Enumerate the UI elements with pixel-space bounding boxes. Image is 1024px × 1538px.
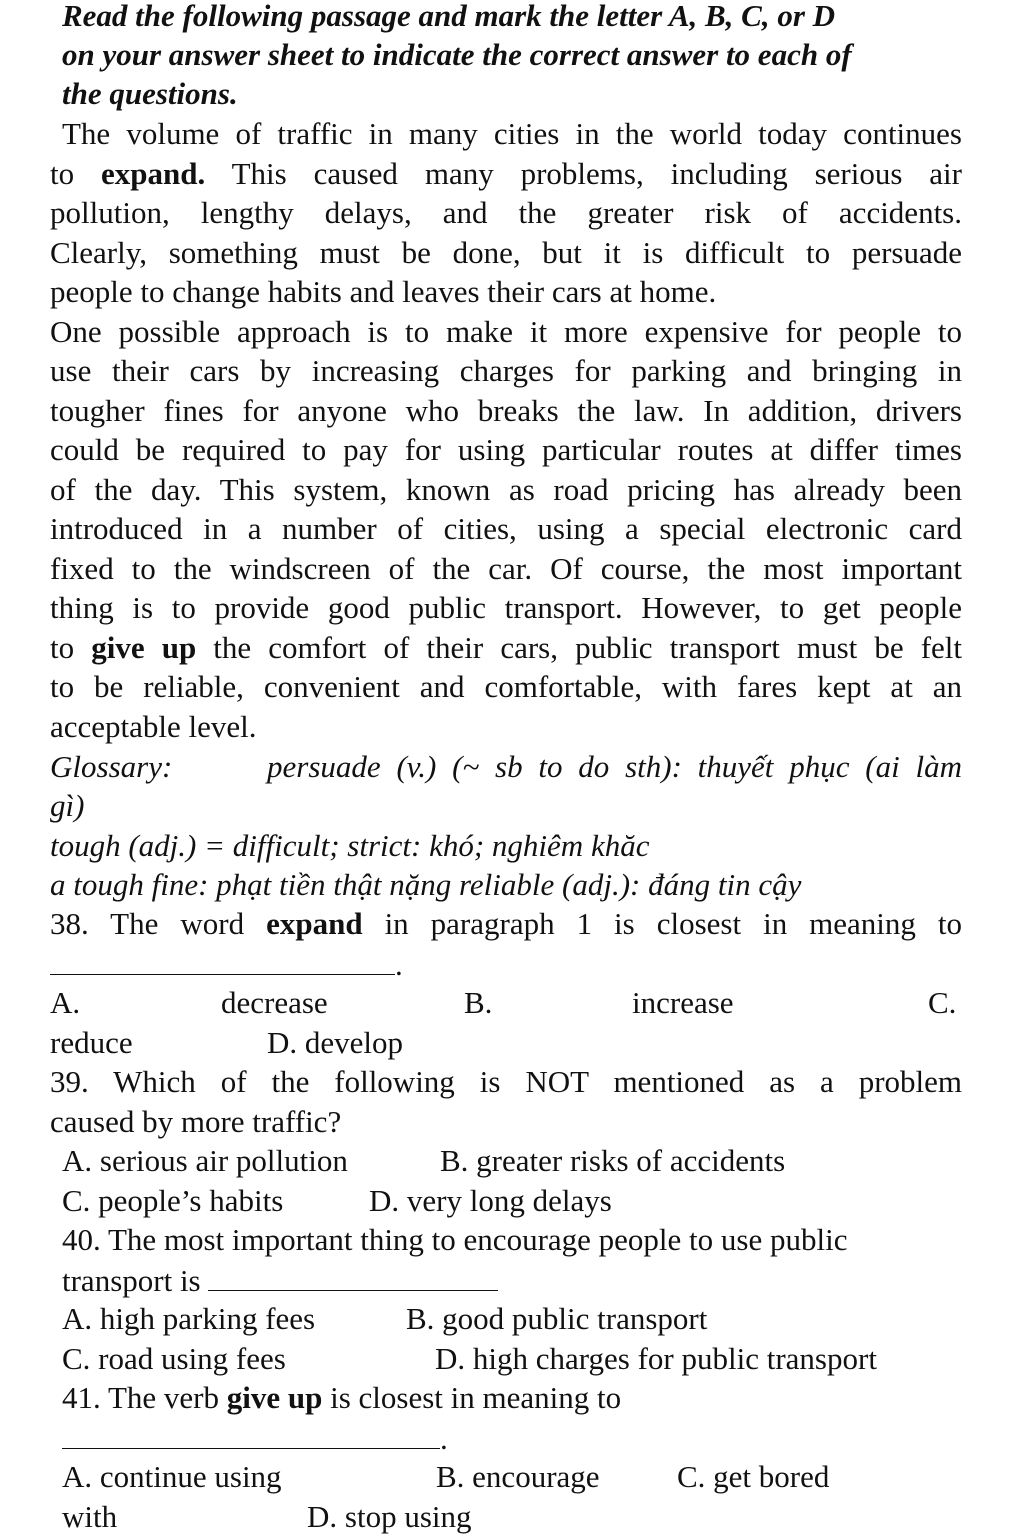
question-38-blank-line bbox=[50, 944, 962, 984]
glossary-line-4: a tough fine: phạt tiền thật nặng reliable (adj.): đáng tin cậy bbox=[50, 867, 802, 902]
question-40-stem-line-2 bbox=[62, 1260, 974, 1300]
question-41-blank-line bbox=[62, 1418, 974, 1458]
passage-p2-line-2: use their cars by increasing charges for parking and bringing in bbox=[50, 353, 962, 388]
instructions-line-3: the questions. bbox=[62, 76, 238, 111]
answer-blank[interactable] bbox=[208, 1260, 498, 1291]
passage-text: to bbox=[50, 630, 75, 665]
passage-p1-line-5: people to change habits and leaves their cars at home. bbox=[50, 274, 717, 309]
option-b[interactable]: B. greater risks of accidents bbox=[440, 1143, 786, 1178]
option-d[interactable]: D. develop bbox=[267, 1025, 404, 1060]
option-d[interactable]: D. very long delays bbox=[369, 1183, 612, 1218]
keyword-expand: expand. bbox=[101, 156, 206, 191]
passage-p2-line-6: introduced in a number of cities, using a special electronic card bbox=[50, 511, 962, 546]
option-b-label[interactable]: B. bbox=[464, 985, 493, 1020]
passage-p2-line-8: thing is to provide good public transport. However, to get people bbox=[50, 590, 962, 625]
question-41-options-row-1 bbox=[62, 1457, 974, 1497]
question-40-stem-line-1: 40. The most important thing to encourage people to use public bbox=[62, 1222, 848, 1257]
option-a[interactable]: A. continue using bbox=[62, 1459, 282, 1494]
instructions-line-2: on your answer sheet to indicate the correct answer to each of bbox=[62, 37, 852, 72]
passage-text: to bbox=[50, 156, 75, 191]
option-a-text[interactable]: decrease bbox=[221, 985, 328, 1020]
passage-p2-line-4: could be required to pay for using particular routes at differ times bbox=[50, 432, 962, 467]
passage-p2-line-7: fixed to the windscreen of the car. Of course, the most important bbox=[50, 551, 962, 586]
passage-p1-line-3: pollution, lengthy delays, and the greater risk of accidents. bbox=[50, 195, 962, 230]
passage-p1-line-4: Clearly, something must be done, but it is difficult to persuade bbox=[50, 235, 962, 270]
option-c[interactable]: C. road using fees bbox=[62, 1341, 286, 1376]
question-text: is closest in meaning to bbox=[330, 1380, 622, 1415]
blank-period: . bbox=[395, 947, 403, 982]
option-a-label[interactable]: A. bbox=[50, 985, 81, 1020]
passage-p2-line-11: acceptable level. bbox=[50, 709, 257, 744]
keyword-expand: expand bbox=[266, 906, 363, 941]
instructions-line-1: Read the following passage and mark the letter A, B, C, or D bbox=[62, 0, 836, 33]
question-41-stem bbox=[62, 1378, 974, 1418]
question-text: 38. The word bbox=[50, 906, 245, 941]
passage-p1-line-1: The volume of traffic in many cities in the world today continues bbox=[62, 116, 962, 151]
option-c[interactable]: C. get bored bbox=[677, 1459, 830, 1494]
question-39-options-row-1 bbox=[62, 1141, 974, 1181]
blank-period: . bbox=[440, 1421, 448, 1456]
option-b[interactable]: B. good public transport bbox=[406, 1301, 708, 1336]
question-38-options-row-2 bbox=[50, 1023, 962, 1063]
question-39-stem-line-1: 39. Which of the following is NOT mentioned as a problem bbox=[50, 1064, 962, 1099]
option-a[interactable]: A. high parking fees bbox=[62, 1301, 316, 1336]
glossary-line-2: gì) bbox=[50, 788, 85, 823]
passage-text: This caused many problems, including serious air bbox=[231, 156, 962, 191]
question-39-stem-line-2: caused by more traffic? bbox=[50, 1104, 342, 1139]
passage-p2-line-3: tougher fines for anyone who breaks the law. In addition, drivers bbox=[50, 393, 962, 428]
glossary-line-3: tough (adj.) = difficult; strict: khó; nghiêm khăc bbox=[50, 828, 650, 863]
passage-p2-line-1: One possible approach is to make it more expensive for people to bbox=[50, 314, 962, 349]
option-c-label[interactable]: C. bbox=[928, 985, 957, 1020]
option-c[interactable]: C. people’s habits bbox=[62, 1183, 284, 1218]
option-d[interactable]: D. stop using bbox=[307, 1499, 472, 1534]
answer-blank[interactable] bbox=[50, 944, 395, 975]
question-38-stem bbox=[50, 904, 962, 944]
question-text: 41. The verb bbox=[62, 1380, 219, 1415]
question-40-options-row-2 bbox=[62, 1339, 974, 1379]
option-a[interactable]: A. serious air pollution bbox=[62, 1143, 348, 1178]
answer-blank[interactable] bbox=[62, 1418, 440, 1449]
option-c-text[interactable]: reduce bbox=[50, 1025, 133, 1060]
passage-p1-line-2 bbox=[50, 154, 962, 194]
passage-p2-line-10: to be reliable, convenient and comfortable, with fares kept at an bbox=[50, 669, 962, 704]
question-text: transport is bbox=[62, 1263, 201, 1298]
glossary-line-1: Glossary: persuade (v.) (~ sb to do sth): thuyết phục (ai làm bbox=[50, 749, 962, 784]
question-39-options-row-2 bbox=[62, 1181, 974, 1221]
option-b-text[interactable]: increase bbox=[632, 985, 734, 1020]
passage-p2-line-9 bbox=[50, 628, 962, 668]
option-c-continued[interactable]: with bbox=[62, 1499, 118, 1534]
question-41-options-row-2 bbox=[62, 1497, 974, 1537]
question-38-options-row-1 bbox=[50, 983, 962, 1023]
option-d[interactable]: D. high charges for public transport bbox=[435, 1341, 877, 1376]
question-40-options-row-1 bbox=[62, 1299, 974, 1339]
passage-p2-line-5: of the day. This system, known as road pricing has already been bbox=[50, 472, 962, 507]
option-b[interactable]: B. encourage bbox=[436, 1459, 600, 1494]
passage-text: the comfort of their cars, public transport must be felt bbox=[213, 630, 963, 665]
keyword-give-up: give up bbox=[91, 630, 197, 665]
question-text: in paragraph 1 is closest in meaning to bbox=[384, 906, 963, 941]
keyword-give-up: give up bbox=[226, 1380, 323, 1415]
